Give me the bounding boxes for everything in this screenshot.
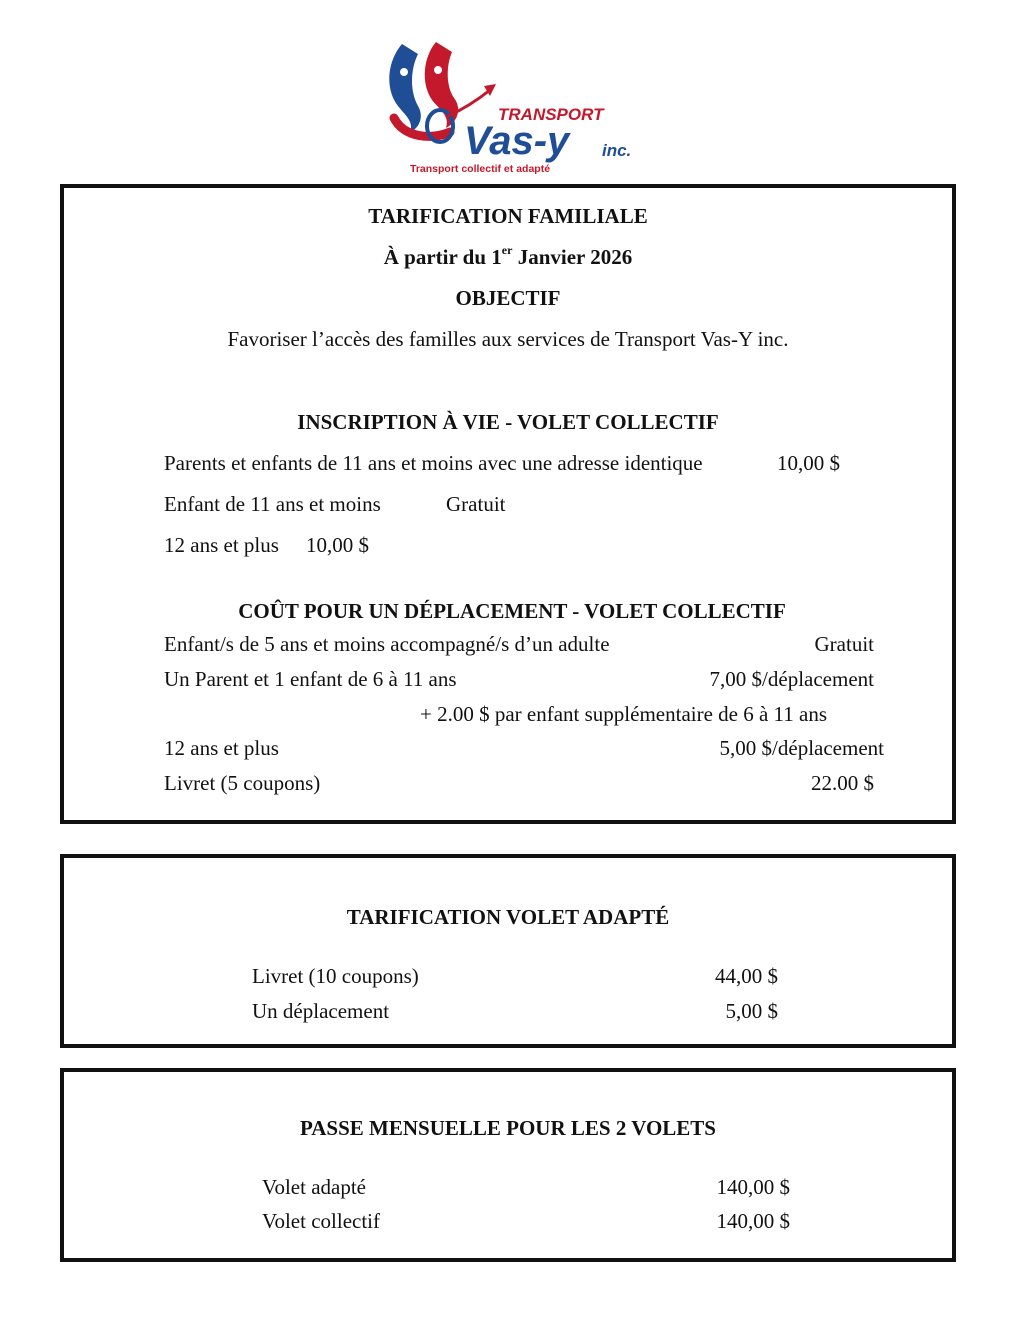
adapte-box [60,854,956,1048]
cout-heading: COÛT POUR UN DÉPLACEMENT - VOLET COLLECTIF [238,599,786,623]
inscription-row-value: 10,00 $ [777,451,840,475]
adapte-row-value: 44,00 $ [715,964,778,988]
cout-row-label: Un Parent et 1 enfant de 6 à 11 ans [164,667,457,691]
adapte-row-value: 5,00 $ [725,999,778,1023]
cout-row-value: Gratuit [814,632,874,656]
transport-vas-y-logo [380,36,650,178]
passe-title: PASSE MENSUELLE POUR LES 2 VOLETS [299,1116,716,1140]
passe-box [60,1068,956,1262]
familiale-date: À partir du 1er Janvier 2026 [383,243,633,269]
adapte-title: TARIFICATION VOLET ADAPTÉ [346,905,670,929]
familiale-box [60,184,956,824]
inscription-row-label: 12 ans et plus [164,533,279,557]
familiale-title: TARIFICATION FAMILIALE [368,204,648,228]
logo-inc-text: inc. [602,141,632,160]
passe-row-label: Volet adapté [262,1175,366,1199]
cout-row-value: 5,00 $/déplacement [719,736,884,760]
cout-row-label: Enfant/s de 5 ans et moins accompagné/s d’un adulte [164,632,610,656]
cout-row-label: 12 ans et plus [164,736,279,760]
cout-row-value: 22.00 $ [811,771,874,795]
objective-heading: OBJECTIF [455,286,561,310]
passe-row-value: 140,00 $ [716,1175,790,1199]
cout-row-label: Livret (5 coupons) [164,771,321,795]
logo-tagline: Transport collectif et adapté [410,163,551,175]
passe-row-label: Volet collectif [262,1209,380,1233]
cout-row-value: 7,00 $/déplacement [709,667,874,691]
inscription-row-label: Parents et enfants de 11 ans et moins avec une adresse identique [164,451,703,475]
inscription-row-value: Gratuit [446,492,506,516]
inscription-heading: INSCRIPTION À VIE - VOLET COLLECTIF [297,410,719,434]
adapte-row-label: Livret (10 coupons) [252,964,419,988]
logo-transport-text: TRANSPORT [498,105,604,124]
cout-row-extra: + 2.00 $ par enfant supplémentaire de 6 à 11 ans [420,702,828,726]
passe-row-value: 140,00 $ [716,1209,790,1233]
inscription-row-value: 10,00 $ [306,533,369,557]
logo-name-text: Vas-y [464,119,570,163]
adapte-row-label: Un déplacement [252,999,390,1023]
objective-text: Favoriser l’accès des familles aux services de Transport Vas-Y inc. [227,327,789,351]
inscription-row-label: Enfant de 11 ans et moins [164,492,381,516]
